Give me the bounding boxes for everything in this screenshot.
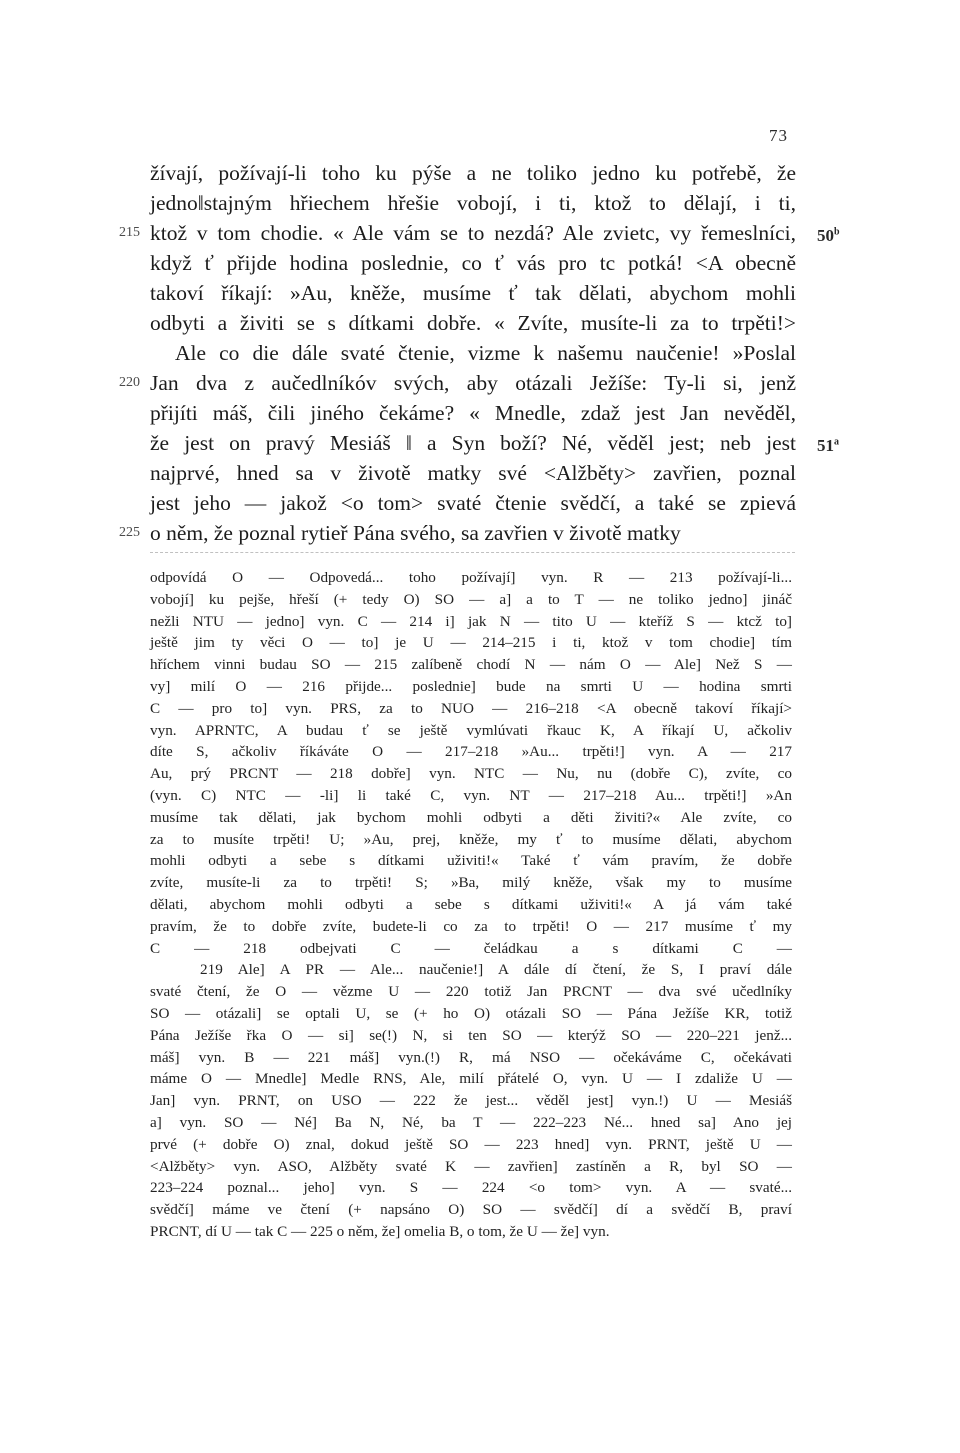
margin-note-folio bbox=[817, 226, 840, 246]
margin-note-number: 50 bbox=[817, 226, 834, 245]
note-line: odpovídá O — Odpovedá... toho požívají] vyn. R — 213 požívají-li... bbox=[150, 569, 792, 586]
text-line bbox=[150, 248, 796, 278]
note-line: SO — otázali] se optali U, se (+ ho O) otázali SO — Pána Ježíše KR, totiž bbox=[150, 1004, 792, 1022]
margin-note-folio bbox=[817, 436, 839, 456]
note-line: hříchem vinni budau SO — 215 zalíbeně chodí N — nám O — Ale] Než S — bbox=[150, 656, 792, 674]
note-line: pravím, že to dobře zvíte, budete-li co za to trpěti! O — 217 musíme ť my bbox=[150, 917, 792, 935]
line-text: jest jeho — jakož <o tom> svaté čtenie svědčí, a také se zpievá bbox=[150, 491, 796, 515]
line-text: ktož v tom chodie. « Ale vám se to nezdá? Ale zvietc, vy řemeslníci, bbox=[150, 221, 796, 245]
line-text: Jan dva z aučedlníkóv svých, aby otázali Ježíše: Ty-li si, jenž bbox=[150, 371, 796, 395]
note-line: a] vyn. SO — Né] Ba N, Né, ba T — 222–223 Né... hned sa] Ano jej bbox=[150, 1113, 792, 1131]
note-line: C — 218 odbejvati C — čeládkau a s dítkami C — bbox=[150, 939, 792, 957]
text-line bbox=[150, 488, 796, 518]
text-line bbox=[119, 218, 796, 248]
text-line bbox=[150, 278, 796, 308]
line-text: žívají, požívají-li toho ku pýše a ne toliko jedno ku potřebě, že bbox=[150, 161, 796, 185]
margin-note-side: a bbox=[834, 436, 839, 448]
text-line bbox=[150, 428, 796, 458]
text-line bbox=[119, 518, 796, 548]
line-text: o něm, že poznal rytieř Pána svého, sa zavřien v životě matky bbox=[150, 521, 681, 545]
line-number: 220 bbox=[119, 375, 140, 390]
text-line bbox=[150, 188, 796, 218]
line-text: najprvé, hned sa v životě matky své <Alžběty> zavřien, poznal bbox=[150, 461, 796, 485]
note-line: svědčí] máme ve čtení (+ napsáno O) SO — svědčí] dí a svědčí B, praví bbox=[150, 1201, 792, 1219]
line-text: takoví říkají: »Au, kněže, musíme ť tak dělati, abychom mohli bbox=[150, 281, 796, 305]
note-line: díte S, ačkoliv říkáváte O — 217–218 »Au... trpěti!] vyn. A — 217 bbox=[150, 743, 792, 761]
text-line bbox=[150, 458, 796, 488]
note-line: máme O — Mnedle] Medle RNS, Ale, milí přátelé O, vyn. U — I zdaliže U — bbox=[150, 1070, 792, 1088]
note-line: dělati, abychom mohli odbyti a sebe s dítkami uživiti!« A já vám také bbox=[150, 895, 792, 913]
note-line: (vyn. C) NTC — -li] li také C, vyn. NT — 217–218 Au... trpěti!] »An bbox=[150, 786, 792, 804]
text-line bbox=[119, 368, 796, 398]
note-line: Jan] vyn. PRNT, on USO — 222 že jest... věděl jest] vyn.!) U — Mesiáš bbox=[150, 1092, 792, 1110]
page-number: 73 bbox=[769, 126, 788, 145]
note-line: svaté čtení, že O — vězme U — 220 totiž Jan PRCNT — dva své učedlníky bbox=[150, 983, 792, 1001]
line-number: 215 bbox=[119, 225, 140, 240]
note-line: mohli odbyti a sebe s dítkami uživiti!« Také ť vám pravím, že dobře bbox=[150, 852, 792, 870]
line-text: když ť přijde hodina poslednie, co ť vás pro tc potká! <A obecně bbox=[150, 251, 796, 275]
note-line: <Alžběty> vyn. ASO, Alžběty svaté K — zavřien] zastíněn a R, byl SO — bbox=[150, 1157, 792, 1175]
line-number: 225 bbox=[119, 525, 140, 540]
text-line bbox=[150, 338, 796, 368]
note-line: Au, prý PRCNT — 218 dobře] vyn. NTC — Nu, nu (dobře C), zvíte, co bbox=[150, 765, 792, 783]
note-line: 223–224 poznal... jeho] vyn. S — 224 <o tom> vyn. A — svaté... bbox=[150, 1179, 792, 1197]
line-text: přijíti máš, čili jiného čekáme? « Mnedle, zdaž jest Jan nevěděl, bbox=[150, 401, 796, 425]
note-line: vyn. APRNTC, A budau ť se ještě vymlúvati řkauc K, A říkají U, ačkoliv bbox=[150, 721, 792, 739]
note-line: 219 Ale] A PR — Ale... naučenie!] A dále dí čtení, že S, I praví dále bbox=[200, 961, 792, 979]
note-line: za to musíte trpěti! U; »Au, prej, kněže, my ť to musíme dělati, abychom bbox=[150, 830, 792, 848]
line-text: odbyti a živiti se s dítkami dobře. « Zvíte, musíte-li za to trpěti!> bbox=[150, 311, 796, 335]
margin-note-side: b bbox=[834, 226, 840, 238]
note-line: musíme tak dělati, jak bychom mohli odbyti a děti živiti?« Ale zvíte, co bbox=[150, 808, 792, 826]
text-line bbox=[150, 398, 796, 428]
footnote-separator bbox=[150, 552, 795, 553]
line-text: Ale co die dále svaté čtenie, vizme k našemu naučenie! »Poslal bbox=[175, 341, 796, 365]
note-line: PRCNT, dí U — tak C — 225 o něm, že] omelia B, o tom, že U — že] vyn. bbox=[150, 1222, 610, 1240]
note-line: nežli NTU — jedno] vyn. C — 214 i] jak N — tito U — kteříž S — ktcž to] bbox=[150, 612, 792, 630]
note-line: vobojí] ku pejše, hřeší (+ tedy O) SO — a] a to T — ne toliko jedno] jináč bbox=[150, 590, 792, 608]
line-text: že jest on pravý Mesiáš ‖ a Syn boží? Né, věděl jest; neb jest bbox=[150, 431, 796, 455]
text-line bbox=[150, 308, 796, 338]
note-line: prvé (+ dobře O) znal, dokud ještě SO — 223 hned] vyn. PRNT, ještě U — bbox=[150, 1135, 792, 1153]
note-line: ještě jim ty věci O — to] je U — 214–215 i ti, ktož v tom chodie] tím bbox=[150, 634, 792, 652]
note-line: vy] milí O — 216 přijde... poslednie] bude na smrti U — hodina smrti bbox=[150, 677, 792, 695]
critical-apparatus bbox=[150, 567, 792, 1243]
note-line: zvíte, musíte-li za to trpěti! S; »Ba, milý kněže, však my to musíme bbox=[150, 874, 792, 892]
line-text: jedno‖stajným hřiechem hřešie vobojí, i ti, ktož to dělají, i ti, bbox=[150, 191, 796, 215]
text-line bbox=[150, 158, 796, 188]
margin-note-number: 51 bbox=[817, 436, 834, 455]
note-line: máš] vyn. B — 221 máš] vyn.(!) R, má NSO — očekáváme C, očekávati bbox=[150, 1048, 792, 1066]
note-line: C — pro to] vyn. PRS, za to NUO — 216–218 <A obecně takoví říkají> bbox=[150, 699, 792, 717]
main-text bbox=[119, 158, 796, 548]
note-line: Pána Ježíše řka O — si] se(!) N, si ten SO — kterýž SO — 220–221 jenž... bbox=[150, 1026, 792, 1044]
